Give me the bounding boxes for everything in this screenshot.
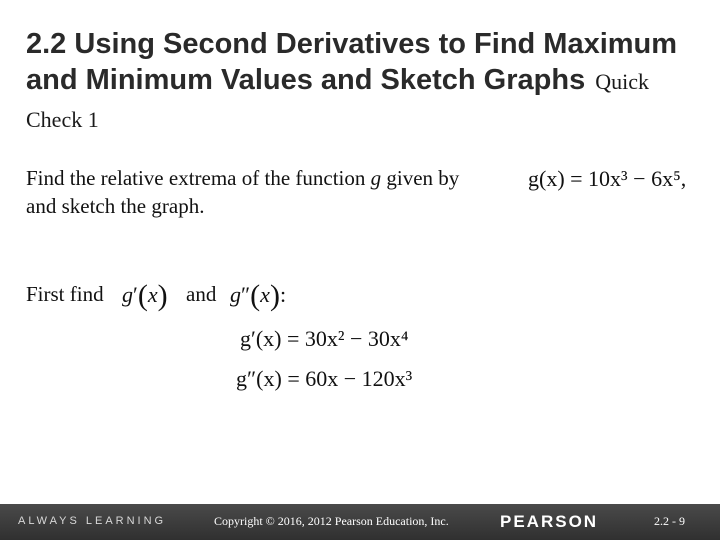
function-definition [528, 166, 686, 192]
slide-title [26, 26, 706, 138]
footer-copyright: Copyright © 2016, 2012 Pearson Education, Inc. [214, 514, 449, 528]
colon: : [279, 282, 287, 307]
first-derivative-equation: g′(x) = 30x² − 30x⁴ [240, 326, 409, 351]
function-name: g [370, 166, 382, 190]
first-find-text: First find [26, 282, 104, 306]
prompt-line-1 [26, 164, 459, 192]
second-derivative-equation: g″(x) = 60x − 120x³ [236, 366, 413, 391]
first-derivative-symbol: g′(x) [122, 279, 168, 312]
footer-brand-logo: PEARSON [500, 512, 599, 531]
slide-subtitle: Quick Check 1 [26, 69, 649, 132]
given-by-text: given by [386, 166, 460, 190]
function-formula: g(x) = 10x³ − 6x⁵ [528, 166, 681, 191]
footer-tagline: ALWAYS LEARNING [18, 515, 167, 527]
second-derivative-symbol: g″(x): [230, 279, 287, 312]
footer-page-number: 2.2 - 9 [654, 514, 685, 528]
prompt-line-2: and sketch the graph. [26, 194, 205, 218]
and-text: and [186, 282, 217, 306]
footer-bar [0, 504, 720, 540]
prompt-text: Find the relative extrema of the function [26, 166, 366, 190]
formula-comma: , [680, 166, 687, 191]
slide-title-text: 2.2 Using Second Derivatives to Find Maximum and Minimum Values and Sketch Graphs [26, 28, 678, 96]
